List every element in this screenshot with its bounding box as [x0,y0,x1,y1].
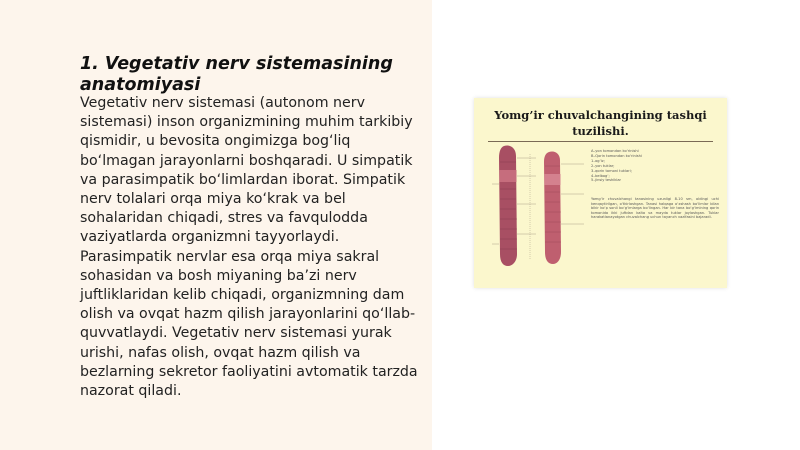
legend-item: 5–jinsiy teshiklar [591,178,622,183]
figure-title: Yomg’ir chuvalchangining tashqi tuzilishi. [494,108,707,138]
legend-item: 1–og‘iz; [591,158,605,163]
figure-legend [591,149,719,183]
legend-item: 2–yon tuklar; [591,163,615,168]
slide-title: 1. Vegetativ nerv sistemasining anatomiyasi [80,54,393,95]
legend-item: 4–belbog‘; [591,173,610,178]
earthworm-illustration [486,144,586,284]
figure-caption: Yomg‘ir chuvalchangi tanasining uzunligi 8-10 sm, oldingi uchi kenqaytirilgan, o‘tkirlashgan. Tanasi halqaga o‘xshash bo‘limlar bilan bikir ko‘p sonli bo‘g‘imlarga bo‘lingan. Har bir tana bo‘g‘imining qorin tomonida ikki juftdan kalta va mayda tuklar joylashgan. Tuklar harakatlanayotgan chuvalchang uchun tayanch vazifasini bajaradi. [591,197,719,220]
legend-item: B–Qorin tomondan ko‘rinishi [591,153,642,158]
worm-b-clitellum [545,174,561,185]
worm-a-clitellum [500,170,517,182]
figure-title-rule [488,141,713,142]
worm-a-shape [499,145,517,266]
slide-body-text: Vegetativ nerv sistemasi (autonom nerv sistemasi) inson organizmining muhim tarkibiy qismidir, u bevosita ongimizga bog‘liq bo‘lmagan jarayonlarni boshqaradi. U simpatik va parasimpatik bo‘limlardan iborat. Simpatik nerv tolalari orqa miya ko‘krak va bel sohalaridan chiqadi, stres va favqulodda vaziyatlarda organizmni tayyorlaydi. Parasimpatik nervlar esa orqa miya sakral sohasidan va bosh miyaning ba’zi nerv juftliklaridan kelib chiqadi, organizmning dam olish va ovqat hazm qilish jarayonlarini qo‘llab-quvvatlaydi. Vegetativ nerv sistemasi yurak urishi, nafas olish, ovqat hazm qilish va bezlarning sekretor faoliyatini avtomatik tarzda nazorat qiladi. [80,95,418,400]
earthworm-figure [474,98,727,288]
legend-item: A–yon tomondan ko‘rinishi [591,149,639,153]
legend-item: 3–qorin tomoni tuklari; [591,168,632,173]
worm-b-shape [544,151,561,264]
